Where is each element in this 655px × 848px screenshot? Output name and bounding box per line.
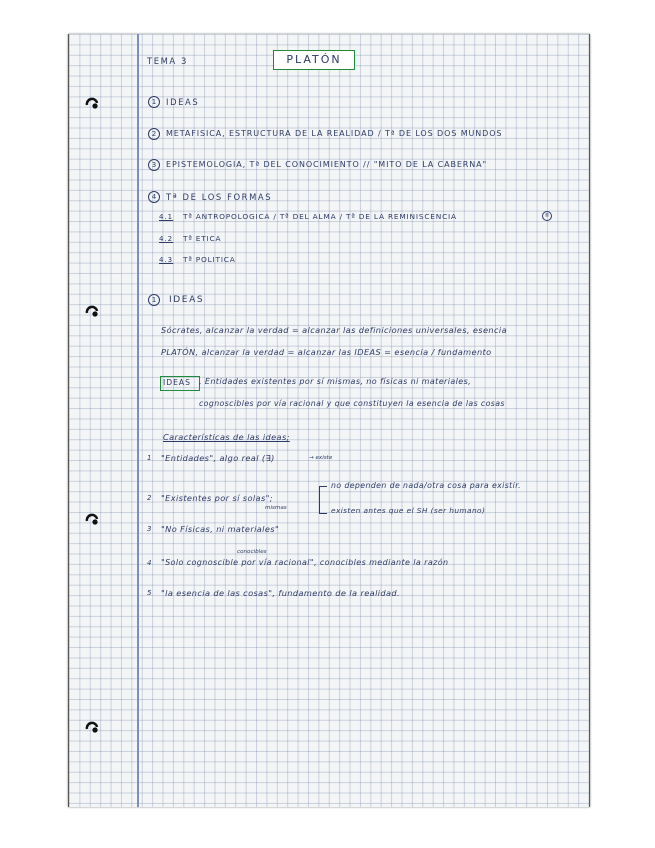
binder-ring-icon	[84, 512, 100, 528]
index-item: EPISTEMOLOGIA, Tª DEL CONOCIMIENTO // "MITO DE LA CABERNA"	[166, 160, 488, 169]
item-note: → existe	[309, 455, 333, 461]
socrates-line: Sócrates, alcanzar la verdad = alcanzar las definiciones universales, esencia	[161, 325, 507, 335]
index-item: Tª DE LOS FORMAS	[166, 192, 273, 202]
characteristics-title: Características de las ideas;	[163, 432, 290, 442]
branch-text: existen antes que el SH (ser humano)	[331, 506, 486, 515]
reminiscence-mark-icon: ®	[542, 211, 552, 221]
index-number: 4	[148, 191, 160, 203]
ideas-label: IDEAS	[163, 378, 191, 387]
item-number: 3	[147, 525, 152, 533]
binder-ring-icon	[84, 720, 100, 736]
ideas-definition: cognoscibles por vía racional y que constituyen la esencia de las cosas	[199, 399, 505, 408]
binder-ring-icon	[84, 304, 100, 320]
platon-line: PLATÓN, alcanzar la verdad = alcanzar las IDEAS = esencia / fundamento	[161, 347, 492, 357]
branch-brace	[319, 486, 327, 514]
index-number: 1	[148, 96, 160, 108]
index-item: IDEAS	[166, 97, 200, 107]
index-number: 3	[148, 159, 160, 171]
characteristic-item: "No Físicas, ni materiales"	[161, 524, 280, 534]
notebook-page	[68, 34, 590, 807]
item-note: conocibles	[237, 549, 267, 555]
item-number: 1	[147, 454, 152, 462]
index-item: METAFISICA, ESTRUCTURA DE LA REALIDAD / Tª DE LOS DOS MUNDOS	[166, 129, 503, 138]
tema-label: TEMA 3	[147, 56, 188, 66]
subindex-number: 4.1	[159, 213, 174, 221]
characteristic-item: "Solo cognoscible por vía racional", conocibles mediante la razón	[161, 558, 449, 567]
subindex-item: Tª ANTROPOLOGICA / Tª DEL ALMA / Tª DE LA REMINISCENCIA	[183, 212, 457, 221]
subindex-number: 4.3	[159, 256, 174, 264]
subindex-item: Tª ETICA	[183, 234, 222, 243]
subindex-number: 4.2	[159, 235, 174, 243]
item-number: 5	[147, 589, 152, 597]
page-title: PLATÓN	[273, 50, 355, 70]
margin-line	[137, 34, 139, 807]
index-number: 2	[148, 128, 160, 140]
section-number: 1	[148, 294, 160, 306]
characteristic-item: "Entidades", algo real (∃)	[161, 453, 275, 463]
subindex-item: Tª POLITICA	[183, 255, 236, 264]
item-note: mismas	[265, 505, 287, 511]
ideas-definition: , Entidades existentes por sí mismas, no físicas ni materiales,	[199, 377, 472, 386]
item-number: 2	[147, 494, 152, 502]
characteristic-item: "Existentes por sí solas";	[161, 493, 273, 503]
item-number: 4	[147, 559, 152, 567]
binder-ring-icon	[84, 96, 100, 112]
characteristic-item: "la esencia de las cosas", fundamento de la realidad.	[161, 588, 401, 598]
branch-text: no dependen de nada/otra cosa para existir.	[331, 481, 521, 490]
section-title: IDEAS	[169, 295, 205, 305]
